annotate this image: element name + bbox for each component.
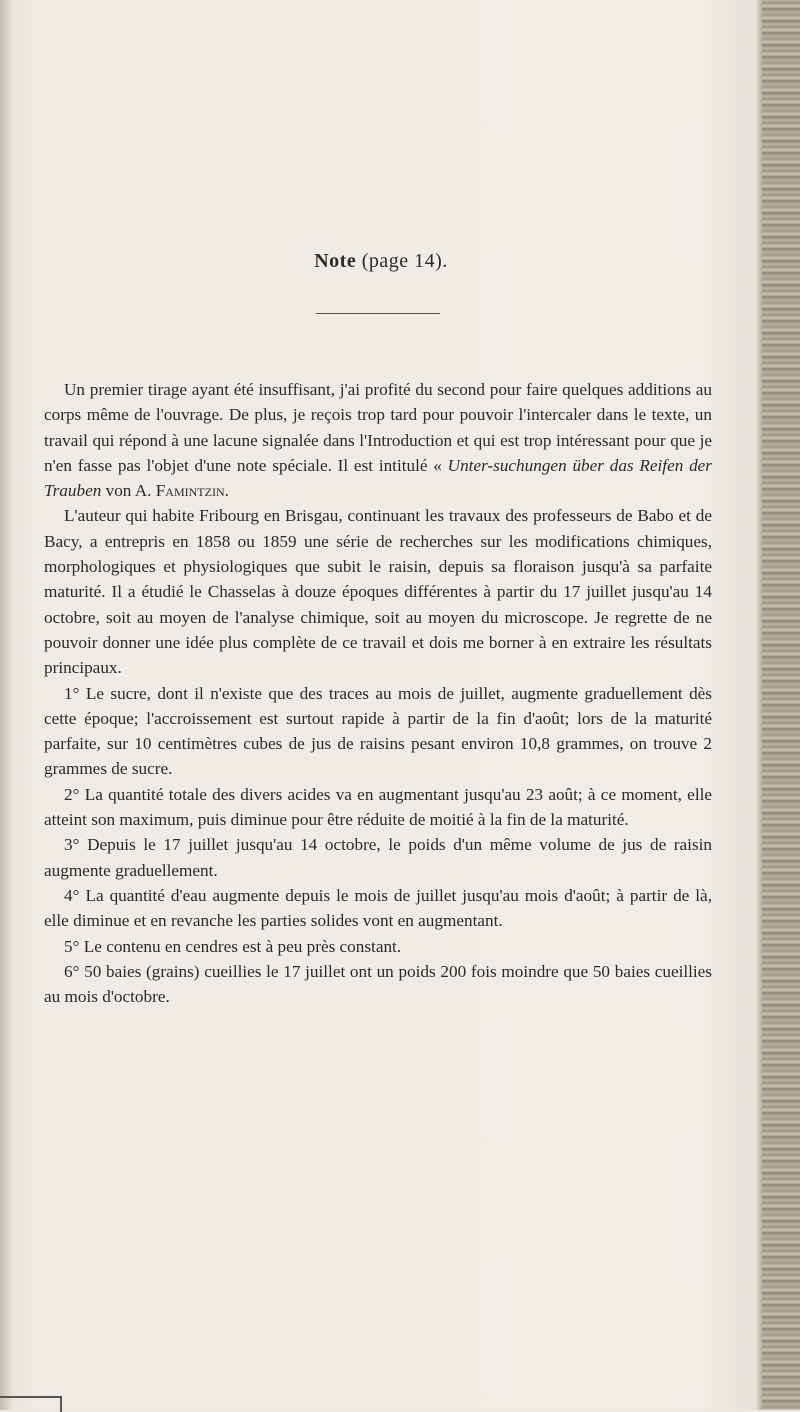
page-gutter-shadow <box>0 0 12 1410</box>
note-body <box>44 377 712 1009</box>
note-heading-page-ref: (page 14). <box>361 250 448 272</box>
result-item-6: 6° 50 baies (grains) cueillies le 17 juillet ont un poids 200 fois moindre que 50 baies cueillies au mois d'octobre. <box>44 961 712 1007</box>
result-item-1: 1° Le sucre, dont il n'existe que des traces au mois de juillet, augmente graduellement dès cette époque; l'accroissement est surtout rapide à partir de la fin d'août; lors de la maturité parfaite, sur 10 centimètres cubes de jus de raisins pesant environ 10,8 grammes, on trouve 2 grammes de sucre. <box>44 683 712 779</box>
author-name: Famintzin <box>155 481 225 501</box>
note-heading <box>0 250 762 273</box>
result-item-4: 4° La quantité d'eau augmente depuis le mois de juillet jusqu'au mois d'août; à partir de là, elle diminue et en revanche les parties solides vont en augmentant. <box>44 885 712 931</box>
heading-divider <box>316 313 440 314</box>
intro-end: . <box>224 481 229 501</box>
result-item-3: 3° Depuis le 17 juillet jusqu'au 14 octobre, le poids d'un même volume de jus de raisin augmente graduellement. <box>44 835 712 880</box>
paragraph-summary: L'auteur qui habite Fribourg en Brisgau, continuant les travaux des professeurs de Babo et de Bacy, a entrepris en 1858 ou 1859 une série de recherches sur les modifications chimiques, morphologiques et physiologiques que subit le raisin, depuis sa floraison jusqu'à sa parfaite maturité. Il a étudié le Chasselas à douze époques différentes à partir du 17 juillet jusqu'au 14 octobre, soit au moyen de l'analyse chimique, soit au moyen du microscope. Je regrette de ne pouvoir donner une idée plus complète de ce travail et dois me borner à en extraire les résultats principaux. <box>44 506 712 678</box>
note-heading-label: Note <box>314 250 357 272</box>
intro-text: Un premier tirage ayant été insuffisant, j'ai profité du second pour faire quelques additions au corps même de l'ouvrage. De plus, je reçois trop tard pour pouvoir l'intercaler dans le texte, un travail qui répond à une lacune signalée dans l'Introduction et qui est trop intéressant pour que je n'en fasse pas l'objet d'une note spéciale. Il est intitulé « <box>44 380 712 475</box>
work-title: Unter-suchungen über das Reifen der Trauben <box>44 455 712 501</box>
intro-von: von A. <box>101 481 156 501</box>
book-binding-edge <box>762 0 800 1410</box>
result-item-5: 5° Le contenu en cendres est à peu près constant. <box>64 936 402 956</box>
result-item-2: 2° La quantité totale des divers acides va en augmentant jusqu'au 23 août; à ce moment, elle atteint son maximum, puis diminue pour être réduite de moitié à la fin de la maturité. <box>44 784 712 830</box>
paragraph-intro <box>44 377 712 503</box>
